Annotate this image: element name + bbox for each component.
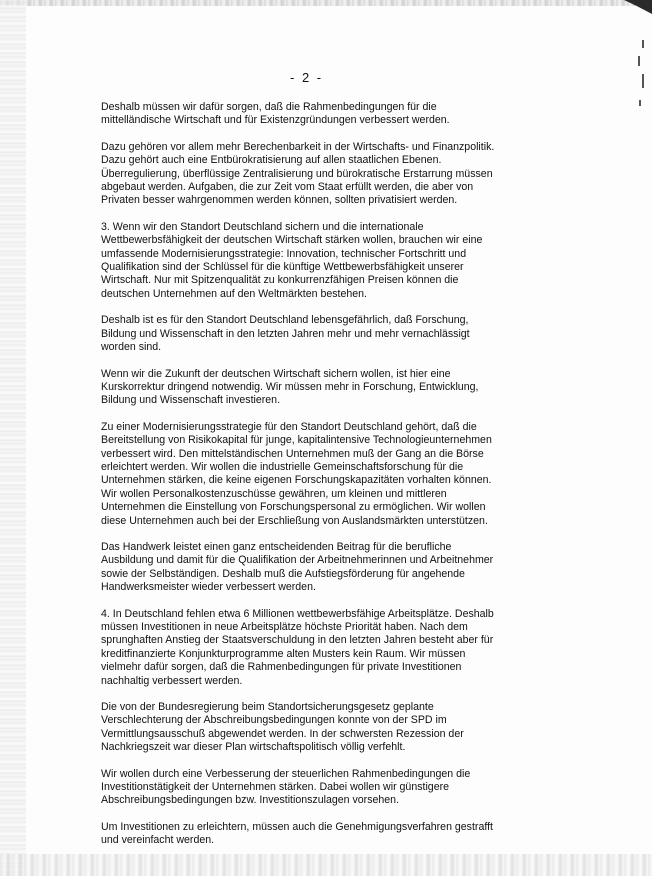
margin-mark xyxy=(638,56,640,66)
paragraph: Um Investitionen zu erleichtern, müssen auch die Genehmigungsverfahren gestrafft und vereinfacht werden. xyxy=(101,820,493,847)
paragraph: 3. Wenn wir den Standort Deutschland sichern und die internationale Wettbewerbsfähigkeit der deutschen Wirtschaft stärken wollen, brauchen wir eine umfassende Modernisierungsstrategie: Innovation, technischer Fortschritt und Qualifikation sind der Schlüssel für die künftige Wettbewerbsfähigkeit unserer Wirtschaft. Nur mit Spitzenqualität zu konkurrenzfähigen Preisen können die deutschen Unternehmen auf den Weltmärkten bestehen. xyxy=(101,220,483,300)
document-body xyxy=(101,101,521,861)
paragraph: Dazu gehören vor allem mehr Berechenbarkeit in der Wirtschafts- und Finanzpolitik. Dazu gehört auch eine Entbürokratisierung auf allen staatlichen Ebenen. Überregulierung, überflüssige Zentralisierung und bürokratische Erstarrung müssen abgebaut werden. Aufgaben, die zur Zeit vom Staat erfüllt werden, die aber von Privaten besser wahrgenommen werden können, sollten privatisiert werden. xyxy=(101,140,495,207)
scan-margin-marks xyxy=(624,40,644,160)
scan-left-edge xyxy=(0,0,26,876)
paragraph: 4. In Deutschland fehlen etwa 6 Millionen wettbewerbsfähige Arbeitsplätze. Deshalb müssen Investitionen in neue Arbeitsplätze höchste Priorität haben. Nach dem sprunghaften Anstieg der Staatsverschuldung in den letzten Jahren besteht aber für kreditfinanzierte Konjunkturprogramme alten Musters kein Raum. Wir müssen vielmehr dafür sorgen, daß die Rahmenbedingungen für private Investitionen nachhaltig verbessert werden. xyxy=(101,607,494,687)
page-number: - 2 - xyxy=(290,70,324,85)
paragraph: Deshalb müssen wir dafür sorgen, daß die Rahmenbedingungen für die mittelländische Wirtschaft und für Existenzgründungen verbessert werden. xyxy=(101,101,450,127)
paragraph: Wenn wir die Zukunft der deutschen Wirtschaft sichern wollen, ist hier eine Kurskorrektur dringend notwendig. Wir müssen mehr in Forschung, Entwicklung, Bildung und Wissenschaft investieren. xyxy=(101,367,479,407)
paragraph: Zu einer Modernisierungsstrategie für den Standort Deutschland gehört, daß die Bereitstellung von Risikokapital für junge, kapitalintensive Technologieunternehmen verbessert wird. Den mittelständischen Unternehmen muß der Gang an die Börse erleichtert werden. Wir wollen die industrielle Gemeinschaftsforschung für die Unternehmen stärken, die keine eigenen Forschungskapazitäten vorhalten können. Wir wollen Personalkostenzuschüsse gewähren, um kleinen und mittleren Unternehmen die Einstellung von Forschungspersonal zu ermöglichen. Wir wollen diese Unternehmen auch bei der Erschließung von Auslandsmärkten unterstützen. xyxy=(101,420,492,527)
scan-top-edge xyxy=(0,0,652,6)
margin-mark xyxy=(642,40,644,48)
margin-mark xyxy=(642,74,644,88)
margin-mark xyxy=(639,100,641,106)
paragraph: Wir wollen durch eine Verbesserung der steuerlichen Rahmenbedingungen die Investitionstätigkeit der Unternehmen stärken. Dabei wollen wir günstigere Abschreibungsbedingungen bzw. Investitionszulagen vorsehen. xyxy=(101,767,471,807)
paragraph: Das Handwerk leistet einen ganz entscheidenden Beitrag für die berufliche Ausbildung und damit für die Qualifikation der Arbeitnehmerinnen und Arbeitnehmer sowie der Selbständigen. Deshalb muß die Aufstiegsförderung für angehende Handwerksmeister wieder verbessert werden. xyxy=(101,540,494,594)
paragraph: Die von der Bundesregierung beim Standortsicherungsgesetz geplante Verschlechterung der Abschreibungsbedingungen konnte von der SPD im Vermittlungsausschuß abgewendet werden. In der schwersten Rezession der Nachkriegszeit war dieser Plan wirtschaftspolitisch völlig verfehlt. xyxy=(101,701,464,754)
paragraph: Deshalb ist es für den Standort Deutschland lebensgefährlich, daß Forschung, Bildung und Wissenschaft in den letzten Jahren mehr und mehr vernachlässigt worden sind. xyxy=(101,314,470,354)
